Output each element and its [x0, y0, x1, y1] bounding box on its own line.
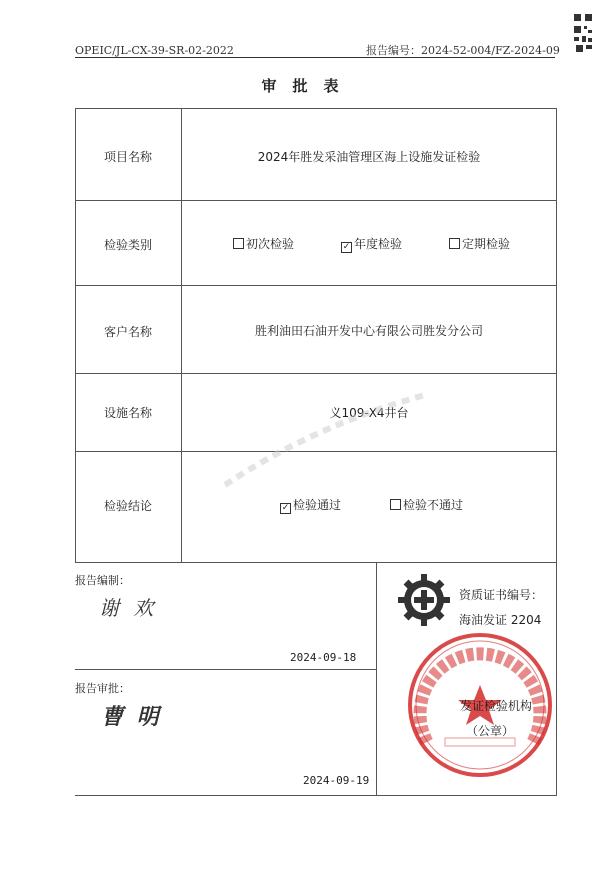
report-number: [366, 42, 560, 58]
certificate-org: 发证检验机构: [460, 699, 533, 713]
unchecked-box-icon: [390, 499, 401, 510]
unchecked-box-icon: [449, 238, 460, 249]
option-label: 定期检验: [462, 237, 511, 251]
option-label: 年度检验: [354, 237, 403, 251]
conclusion-label: 检验结论: [103, 499, 152, 513]
prepared-date: 2024-09-18: [290, 651, 357, 664]
unchecked-box-icon: [233, 238, 244, 249]
approved-by-label: 报告审批：: [75, 682, 130, 695]
project-name-label: 项目名称: [103, 150, 152, 164]
institution-logo-icon: [396, 572, 452, 628]
option-label: 初次检验: [246, 237, 295, 251]
report-number-label: 报告编号：: [366, 44, 421, 57]
qr-code-icon: [572, 12, 594, 54]
report-number-value: 2024-52-004/FZ-2024-09: [421, 44, 560, 57]
facility-name-label: 设施名称: [103, 406, 152, 420]
inspection-type-label: 检验类别: [103, 238, 152, 252]
option-label: 检验不通过: [403, 498, 464, 512]
certificate-number: 海油发证 2204: [459, 613, 542, 627]
prepared-by-label: 报告编制：: [75, 574, 130, 587]
option-label: 检验通过: [293, 498, 342, 512]
project-name-value: 2024年胜发采油管理区海上设施发证检验: [257, 150, 481, 164]
certificate-seal-note: （公章）: [466, 724, 515, 738]
prepared-by-signature: 谢 欢: [99, 596, 158, 620]
checkbox-initial-inspection[interactable]: [233, 235, 294, 252]
approved-by-signature: 曹 明: [101, 704, 162, 730]
checked-box-icon: ✓: [281, 503, 290, 513]
document-code: OPEIC/JL-CX-39-SR-02-2022: [75, 44, 234, 57]
checkbox-annual-inspection[interactable]: [341, 235, 402, 253]
approved-date: 2024-09-19: [303, 774, 370, 787]
client-name-label: 客户名称: [103, 325, 152, 339]
client-name-value: 胜利油田石油开发中心有限公司胜发分公司: [254, 324, 483, 338]
checkbox-periodic-inspection[interactable]: [449, 235, 510, 252]
facility-name-value: 义109-X4井台: [329, 406, 409, 420]
checkbox-inspection-passed[interactable]: [280, 496, 341, 514]
faint-stamp-trace: [215, 385, 435, 505]
checkbox-inspection-failed[interactable]: [390, 496, 463, 513]
page-title: 审批表: [261, 77, 355, 95]
checked-box-icon: ✓: [342, 242, 351, 252]
certificate-label: 资质证书编号：: [459, 588, 544, 602]
